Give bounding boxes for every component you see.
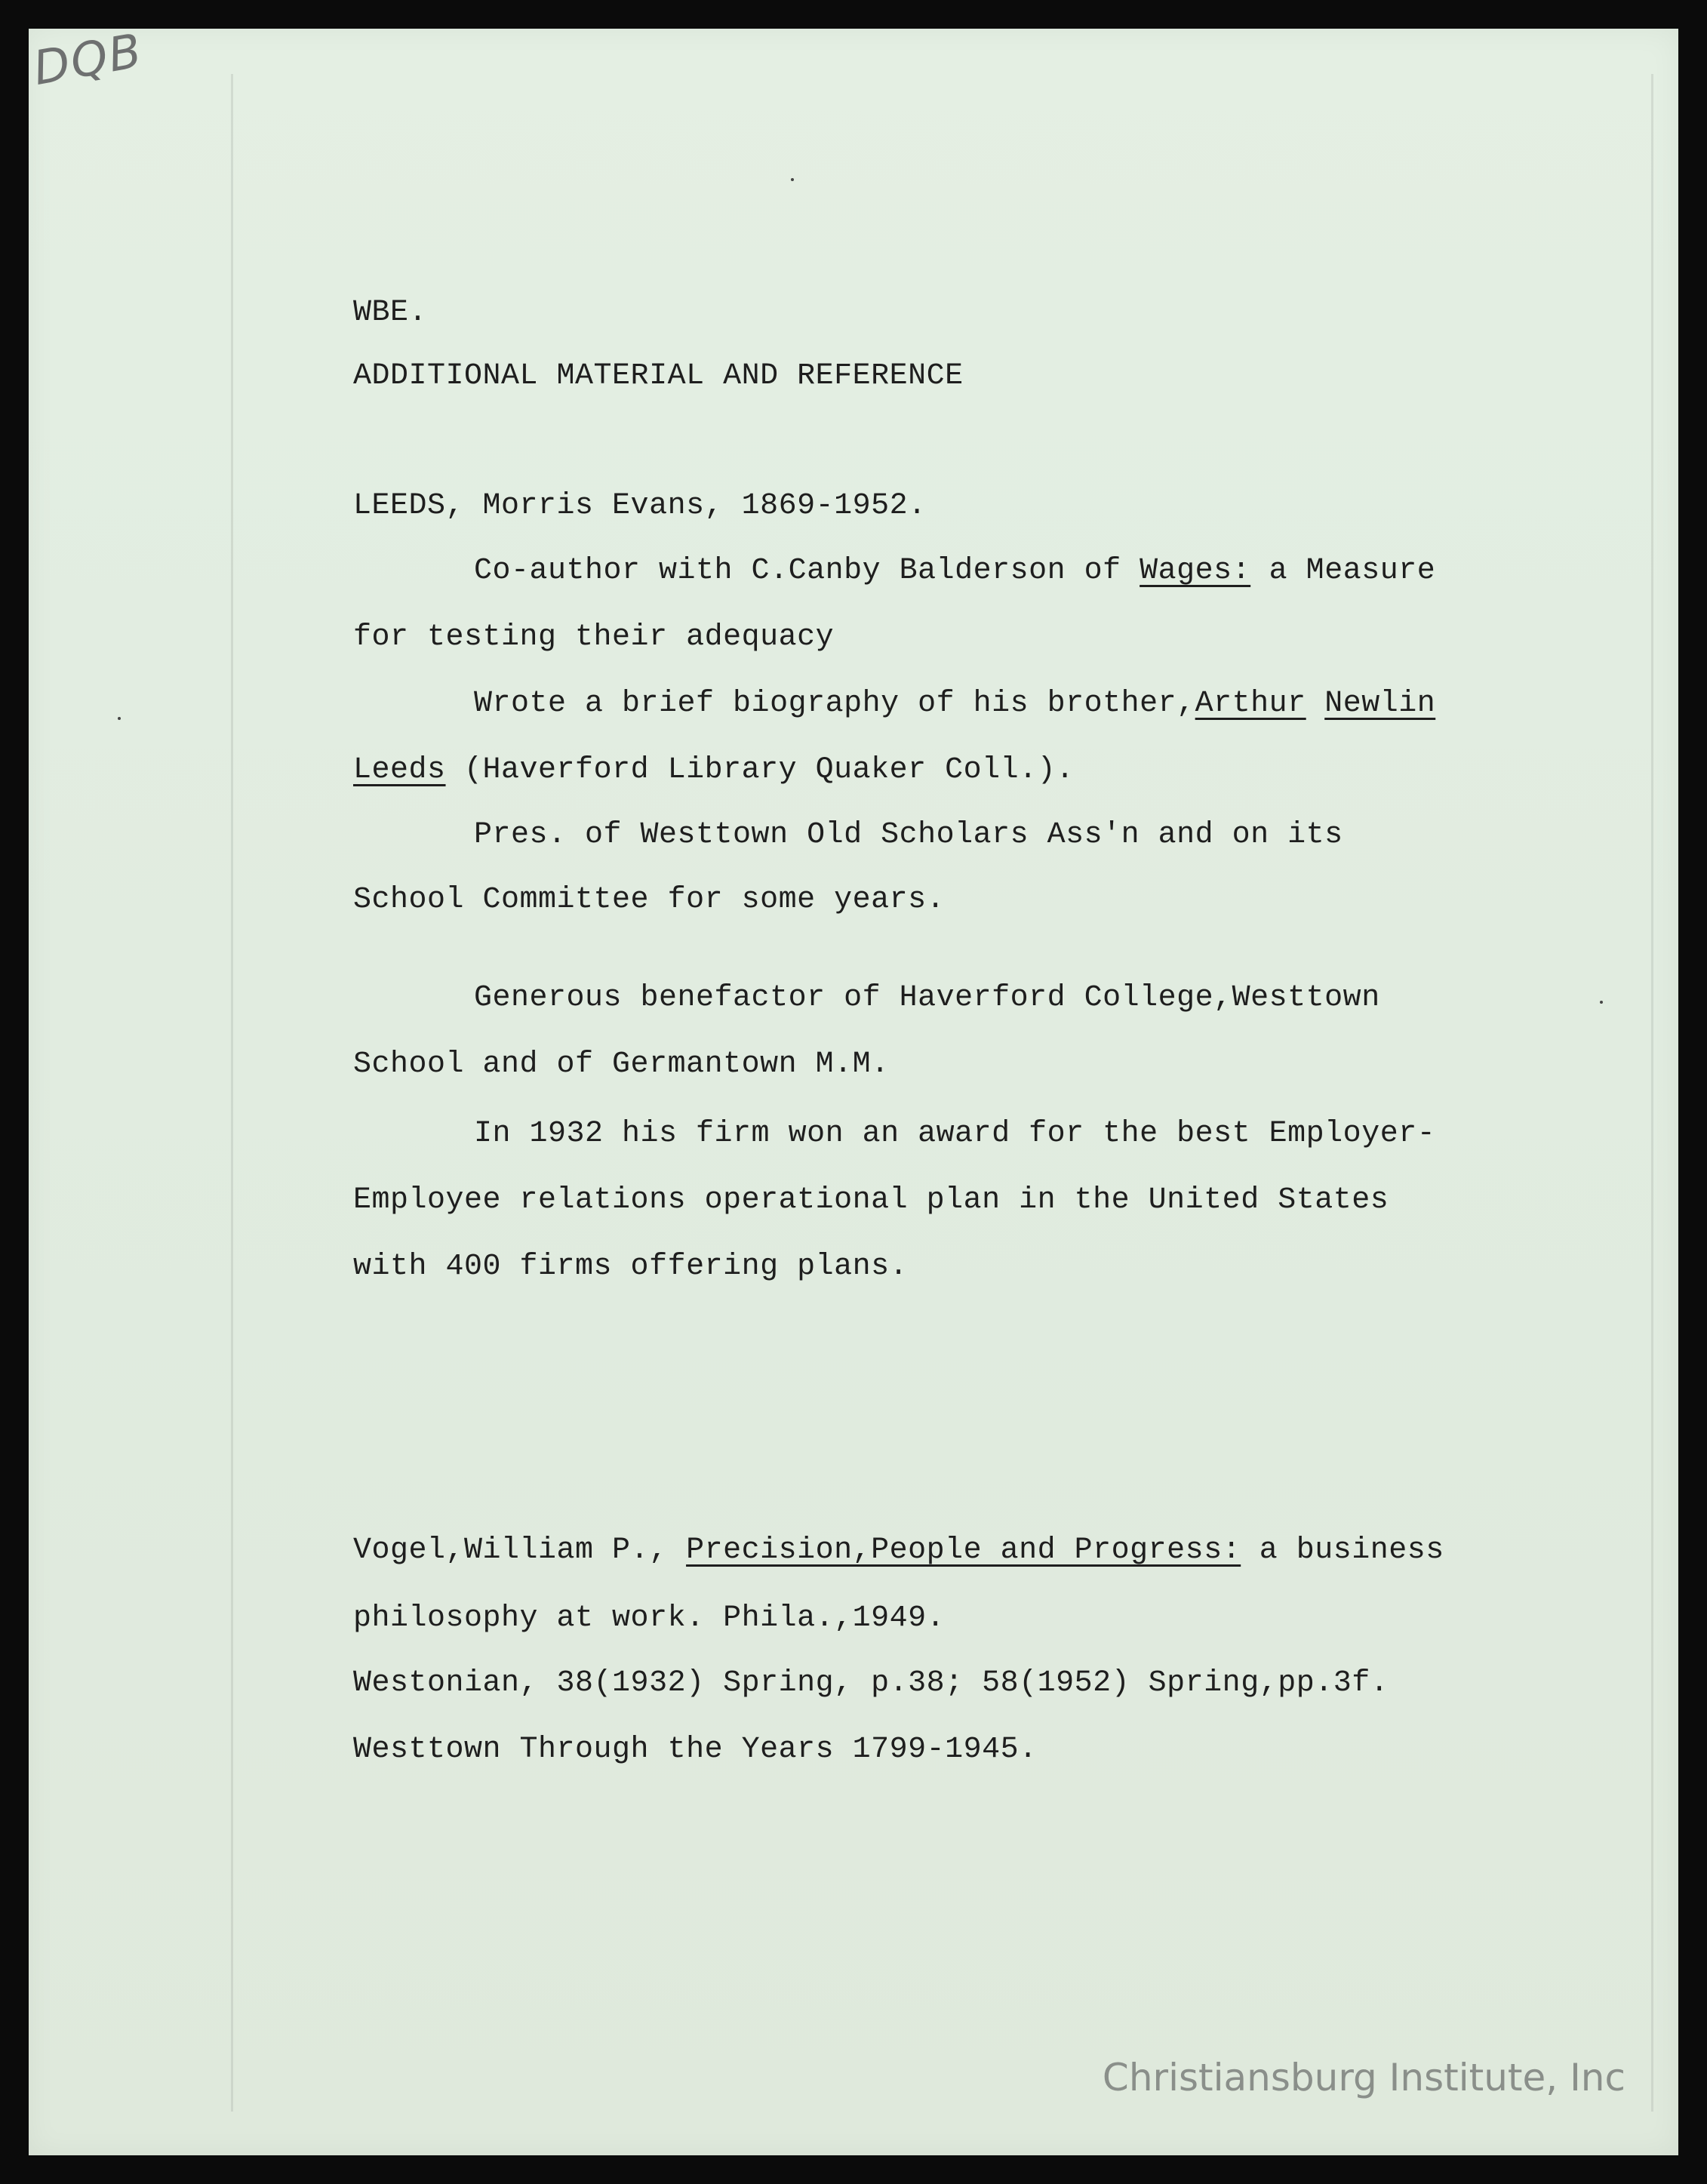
name-leeds: Leeds — [353, 753, 446, 787]
ref1-line2: philosophy at work. Phila.,1949. — [353, 1601, 946, 1635]
para1-text-end: a Measure — [1250, 554, 1436, 588]
para2-text-end: (Haverford Library Quaker Coll.). — [445, 753, 1075, 787]
para2-line2 — [353, 753, 1075, 787]
ref2-line: Westonian, 38(1932) Spring, p.38; 58(1952) Spring,pp.3f. — [353, 1666, 1389, 1700]
name-newlin: Newlin — [1324, 687, 1436, 721]
handwritten-annotation: DQB — [29, 22, 147, 97]
speck — [118, 717, 121, 720]
book-title-precision: Precision,People and Progress: — [686, 1533, 1241, 1567]
para3-line2: School Committee for some years. — [353, 883, 946, 917]
name-arthur: Arthur — [1195, 687, 1306, 721]
para2-text-start: Wrote a brief biography of his brother, — [474, 687, 1195, 721]
document-page — [29, 29, 1678, 2155]
ref1-line1 — [353, 1533, 1444, 1567]
para3-line1: Pres. of Westtown Old Scholars Ass'n and on its — [474, 818, 1343, 852]
margin-shadow-right — [1651, 74, 1653, 2112]
book-title-wages: Wages: — [1140, 554, 1251, 588]
para4-line1: Generous benefactor of Haverford College,Westtown — [474, 981, 1380, 1015]
para5-line2: Employee relations operational plan in the United States — [353, 1183, 1389, 1217]
speck — [791, 178, 794, 181]
para1-line2: for testing their adequacy — [353, 620, 835, 654]
para1-line1 — [474, 554, 1435, 588]
margin-shadow-left — [231, 74, 233, 2112]
heading-code: WBE. — [353, 296, 428, 330]
para4-line2: School and of Germantown M.M. — [353, 1047, 890, 1081]
speck — [1600, 1001, 1603, 1004]
para5-line3: with 400 firms offering plans. — [353, 1250, 909, 1284]
ref1-author: Vogel,William P., — [353, 1533, 687, 1567]
para2-line1 — [474, 687, 1435, 721]
section-heading: ADDITIONAL MATERIAL AND REFERENCE — [353, 359, 964, 393]
ref1-text-end: a business — [1241, 1533, 1444, 1567]
ref3-line: Westtown Through the Years 1799-1945. — [353, 1733, 1038, 1767]
entry-name: LEEDS, Morris Evans, 1869-1952. — [353, 489, 927, 523]
para5-line1: In 1932 his firm won an award for the best Employer- — [474, 1117, 1436, 1151]
para1-text-start: Co-author with C.Canby Balderson of — [474, 554, 1140, 588]
watermark: Christiansburg Institute, Inc — [1102, 2056, 1625, 2099]
